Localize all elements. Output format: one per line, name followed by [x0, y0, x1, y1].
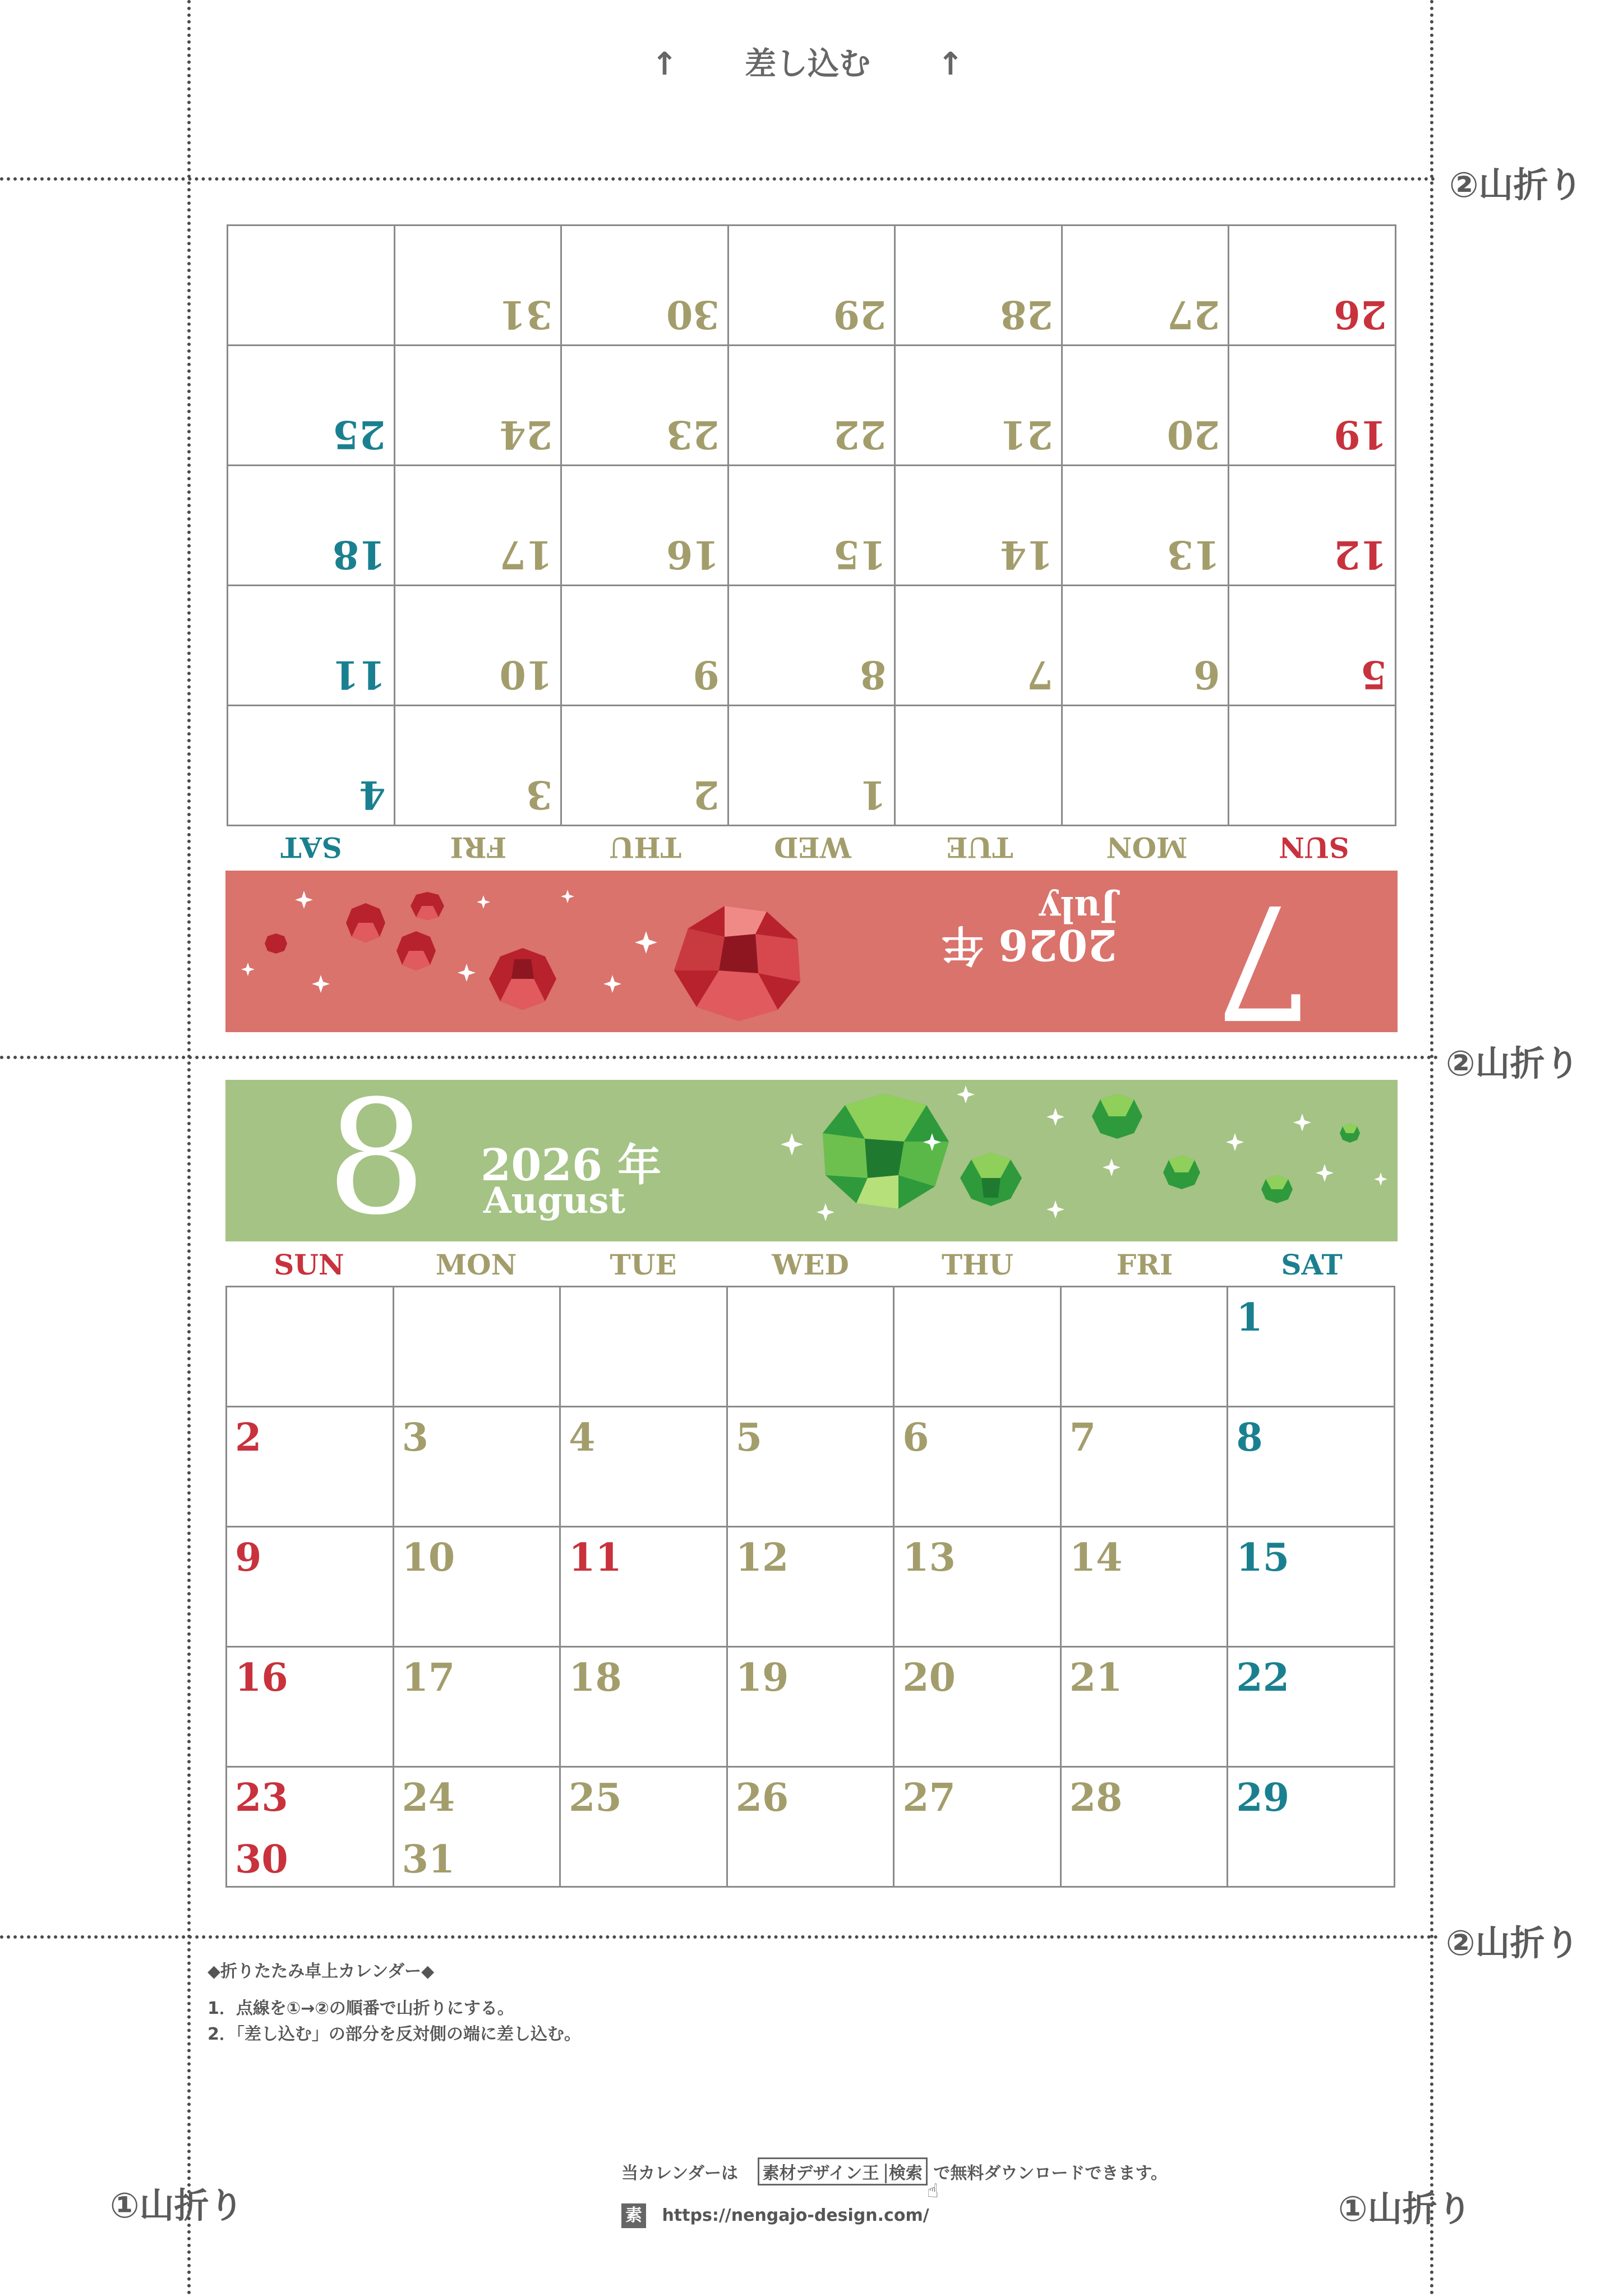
day-number: 22: [1236, 1655, 1290, 1700]
day-number: 14: [1000, 532, 1053, 577]
gem-icon: [265, 933, 287, 954]
day-cell: [561, 226, 728, 346]
day-number: 20: [902, 1655, 956, 1700]
weekday-tue: TUE: [946, 831, 1013, 864]
weekday-thu: THU: [609, 831, 682, 864]
day-number: 10: [402, 1535, 455, 1580]
day-number: 27: [1166, 292, 1220, 337]
gem-icon: [1163, 1156, 1200, 1189]
day-number: 25: [332, 412, 386, 457]
day-cell: [895, 346, 1062, 466]
day-number: 25: [569, 1775, 622, 1820]
day-cell: [727, 1647, 894, 1767]
day-cell: [393, 1287, 560, 1407]
weekday-mon: MON: [1106, 831, 1188, 864]
day-cell: [1228, 1527, 1395, 1647]
search-button[interactable]: 検索: [885, 2164, 923, 2183]
day-cell: [1061, 1287, 1228, 1407]
day-cell: [1229, 346, 1396, 466]
day-number: 15: [833, 532, 887, 577]
fold-label-2-middle: ②山折り: [1446, 1043, 1580, 1084]
gem-icon: [823, 1094, 949, 1209]
day-cell: [560, 1647, 727, 1767]
day-number: 11: [569, 1535, 622, 1580]
week-row: [227, 1287, 1395, 1407]
day-number: 13: [1166, 532, 1220, 577]
week-row: [227, 1527, 1395, 1647]
month-number: 8: [326, 1067, 427, 1250]
month-name: August: [483, 1180, 626, 1222]
day-cell: [894, 1767, 1061, 1887]
day-cell: [1062, 466, 1229, 586]
fold-label-1-left: ①山折り: [110, 2185, 244, 2226]
day-number: 1: [859, 772, 887, 817]
day-cell: [561, 466, 728, 586]
day-cell: [1061, 1527, 1228, 1647]
day-cell: [394, 706, 561, 826]
search-term: 素材デザイン王: [762, 2164, 879, 2183]
weekday-wed: WED: [774, 831, 851, 864]
week-row: [228, 706, 1396, 826]
weekday-sat: SAT: [280, 831, 342, 864]
fold-line-right: [1430, 0, 1433, 2296]
day-number: 31: [499, 292, 553, 337]
day-cell: [394, 346, 561, 466]
day-number: 28: [1069, 1775, 1123, 1820]
instructions: [208, 1959, 581, 2047]
gem-icon: [346, 903, 385, 942]
week-row: [228, 226, 1396, 346]
week-row: [228, 586, 1396, 706]
day-number: 8: [859, 652, 887, 697]
day-number: 8: [1236, 1415, 1263, 1460]
day-cell: [227, 1767, 394, 1887]
day-cell: [1228, 1767, 1395, 1887]
day-cell: [560, 1527, 727, 1647]
day-cell: [1061, 1647, 1228, 1767]
weekday-thu: THU: [941, 1248, 1014, 1281]
day-cell: [895, 586, 1062, 706]
day-number: 30: [666, 292, 720, 337]
day-number: 26: [735, 1775, 789, 1820]
day-cell: [227, 1527, 394, 1647]
year-label: 2026 年: [481, 1140, 662, 1191]
gem-icon: [1340, 1124, 1360, 1143]
day-number: 6: [902, 1415, 929, 1460]
month-number: 7: [1213, 869, 1313, 1052]
day-cell: [1229, 586, 1396, 706]
gem-icon: [674, 906, 800, 1021]
day-cell: [728, 586, 895, 706]
day-number: 31: [402, 1837, 455, 1882]
site-link[interactable]: [621, 2203, 929, 2228]
day-number: 21: [1069, 1655, 1123, 1700]
day-cell: [1228, 1287, 1395, 1407]
day-cell: [394, 586, 561, 706]
day-number: 4: [569, 1415, 596, 1460]
day-cell: [393, 1527, 560, 1647]
day-number: 17: [499, 532, 553, 577]
gem-icon: [1261, 1175, 1293, 1203]
weekday-fri: FRI: [450, 831, 507, 864]
july-section: [225, 216, 1398, 1052]
day-cell: [895, 706, 1062, 826]
day-number: 17: [402, 1655, 455, 1700]
week-row: [227, 1767, 1395, 1887]
instruction-step-2: 2．「差し込む」の部分を反対側の端に差し込む。: [208, 2024, 581, 2044]
emerald-gems-illustration: [764, 1080, 1398, 1241]
gem-icon: [489, 948, 556, 1010]
instructions-title: ◆折りたたみ卓上カレンダー◆: [208, 1962, 435, 1981]
day-cell: [728, 466, 895, 586]
fold-label-2-top: ②山折り: [1449, 164, 1583, 205]
download-note: [621, 2157, 1168, 2202]
fold-label-2-bottom: ②山折り: [1446, 1922, 1580, 1963]
day-cell: [1229, 466, 1396, 586]
day-cell: [1228, 1647, 1395, 1767]
day-cell: [561, 706, 728, 826]
ruby-gems-illustration: [225, 871, 859, 1032]
day-number: 11: [332, 652, 386, 697]
day-number: 5: [735, 1415, 763, 1460]
day-number: 28: [1000, 292, 1053, 337]
day-cell: [1061, 1767, 1228, 1887]
day-cell: [894, 1527, 1061, 1647]
day-cell: [1062, 586, 1229, 706]
week-row: [227, 1647, 1395, 1767]
insert-text: 差し込む: [745, 46, 870, 82]
week-row: [227, 1407, 1395, 1527]
day-cell: [393, 1647, 560, 1767]
day-cell: [227, 1647, 394, 1767]
day-number: 21: [1000, 412, 1053, 457]
day-number: 30: [235, 1837, 288, 1882]
day-cell: [895, 226, 1062, 346]
day-number: 3: [525, 772, 553, 817]
day-number: 19: [735, 1655, 789, 1700]
fold-line-bottom: [0, 1935, 1438, 1939]
download-prefix: 当カレンダーは: [621, 2164, 739, 2183]
day-number: 12: [735, 1535, 789, 1580]
day-cell: [727, 1527, 894, 1647]
day-cell: [728, 706, 895, 826]
day-cell: [894, 1407, 1061, 1527]
day-number: 5: [1360, 652, 1387, 697]
day-cell: [1061, 1407, 1228, 1527]
instruction-step-1: 1．点線を①→②の順番で山折りにする。: [208, 1999, 514, 2018]
day-number: 1: [1236, 1295, 1263, 1340]
day-cell: [394, 226, 561, 346]
day-cell: [727, 1287, 894, 1407]
day-number: 16: [666, 532, 720, 577]
july-banner: [225, 869, 1398, 1052]
day-cell: [227, 1287, 394, 1407]
gem-icon: [1092, 1094, 1142, 1139]
day-number: 18: [332, 532, 386, 577]
day-cell: [1062, 346, 1229, 466]
weekday-wed: WED: [772, 1248, 849, 1281]
day-number: 4: [359, 772, 386, 817]
sparkle-icon: [241, 890, 657, 993]
day-number: 2: [693, 772, 720, 817]
day-cell: [1228, 1407, 1395, 1527]
day-cell: [561, 346, 728, 466]
day-number: 9: [235, 1535, 262, 1580]
day-number: 7: [1026, 652, 1053, 697]
august-calendar-grid: [225, 1286, 1395, 1888]
day-cell: [1229, 706, 1396, 826]
fold-label-1-right: ①山折り: [1338, 2188, 1472, 2229]
day-number: 27: [902, 1775, 956, 1820]
day-cell: [393, 1767, 560, 1887]
week-row: [228, 466, 1396, 586]
day-number: 10: [499, 652, 553, 697]
year-label: 2026 年: [941, 920, 1117, 970]
day-number: 22: [833, 412, 887, 457]
gem-icon: [396, 931, 436, 970]
arrow-up-icon: ↑: [937, 46, 964, 82]
day-number: 24: [499, 412, 553, 457]
week-row: [228, 346, 1396, 466]
day-number: 23: [666, 412, 720, 457]
day-number: 14: [1069, 1535, 1123, 1580]
day-cell: [894, 1647, 1061, 1767]
day-cell: [895, 466, 1062, 586]
day-number: 29: [833, 292, 887, 337]
weekday-sun: SUN: [1279, 831, 1349, 864]
day-cell: [228, 346, 395, 466]
day-number: 2: [235, 1415, 262, 1460]
day-number: 15: [1236, 1535, 1290, 1580]
cursor-hand-icon: ☝: [927, 2180, 939, 2202]
site-url[interactable]: https://nengajo-design.com/: [662, 2206, 929, 2225]
day-number: 26: [1334, 292, 1387, 337]
insert-label: [188, 39, 1427, 84]
day-cell: [560, 1407, 727, 1527]
day-cell: [727, 1407, 894, 1527]
july-calendar-grid: [227, 224, 1396, 826]
day-cell: [560, 1287, 727, 1407]
weekday-tue: TUE: [610, 1248, 677, 1281]
gem-icon: [960, 1153, 1022, 1206]
day-number: 18: [569, 1655, 622, 1700]
day-cell: [728, 226, 895, 346]
day-number: 23: [235, 1775, 288, 1820]
day-number: 12: [1334, 532, 1387, 577]
weekday-mon: MON: [435, 1248, 517, 1281]
day-cell: [228, 226, 395, 346]
arrow-up-icon: ↑: [651, 46, 678, 82]
weekday-fri: FRI: [1116, 1248, 1173, 1281]
august-banner: [225, 1067, 1398, 1250]
day-number: 9: [693, 652, 720, 697]
day-number: 6: [1193, 652, 1220, 697]
day-cell: [228, 706, 395, 826]
fold-line-left: [187, 0, 191, 2296]
download-suffix: で無料ダウンロードできます。: [933, 2164, 1168, 2183]
weekday-sat: SAT: [1281, 1248, 1343, 1281]
search-box[interactable]: [758, 2157, 928, 2185]
day-cell: [228, 586, 395, 706]
day-number: 16: [235, 1655, 288, 1700]
weekday-sun: SUN: [274, 1248, 344, 1281]
day-number: 19: [1334, 412, 1387, 457]
day-number: 13: [902, 1535, 956, 1580]
gem-icon: [411, 892, 444, 920]
day-number: 24: [402, 1775, 455, 1820]
day-number: 20: [1166, 412, 1220, 457]
day-cell: [394, 466, 561, 586]
site-logo-icon: 素: [621, 2203, 646, 2228]
fold-line-middle: [0, 1056, 1438, 1059]
day-cell: [894, 1287, 1061, 1407]
day-cell: [1062, 706, 1229, 826]
fold-line-top: [0, 177, 1436, 181]
day-number: 7: [1069, 1415, 1096, 1460]
day-cell: [227, 1407, 394, 1527]
day-cell: [393, 1407, 560, 1527]
day-cell: [727, 1767, 894, 1887]
day-cell: [1229, 226, 1396, 346]
day-cell: [561, 586, 728, 706]
day-cell: [228, 466, 395, 586]
month-name: July: [1039, 888, 1117, 930]
day-cell: [728, 346, 895, 466]
day-number: 3: [402, 1415, 428, 1460]
day-cell: [1062, 226, 1229, 346]
day-cell: [560, 1767, 727, 1887]
day-number: 29: [1236, 1775, 1290, 1820]
